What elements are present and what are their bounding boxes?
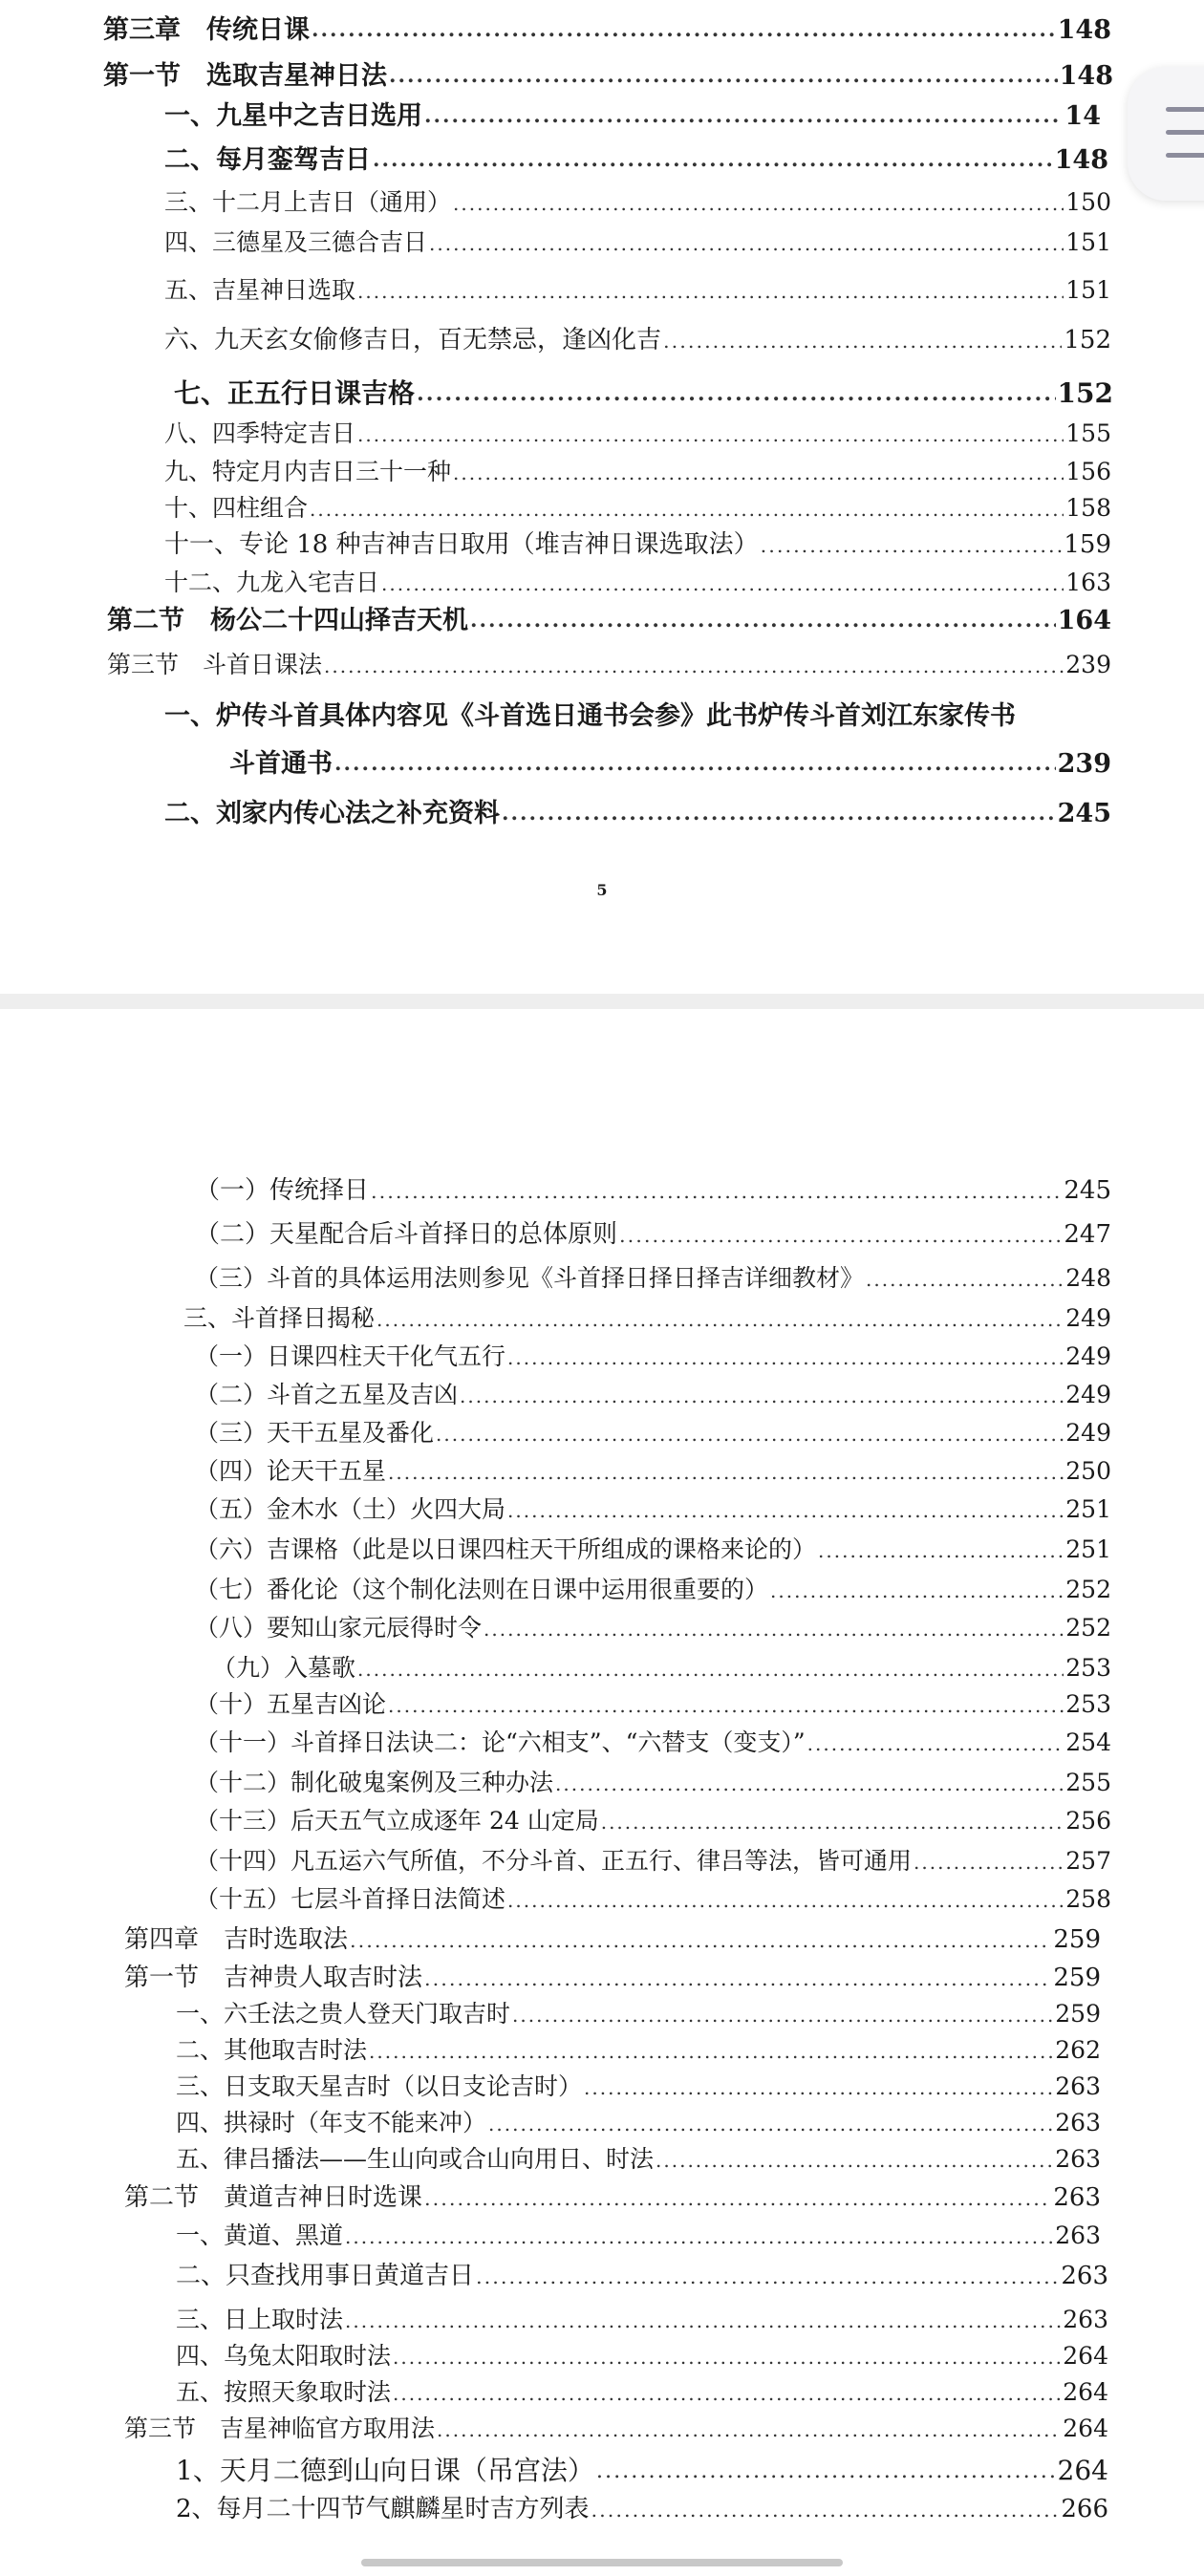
- toc-entry: [195, 1691, 1111, 1719]
- menu-button[interactable]: [1128, 67, 1204, 201]
- toc-entry-title: 五、吉星神日选取: [164, 276, 356, 304]
- toc-entry-title: 十二、九龙入宅吉日: [164, 569, 380, 596]
- toc-entry: [164, 799, 1111, 828]
- toc-entry-title: （十四）凡五运六气所值，不分斗首、正五行、律吕等法，皆可通用: [195, 1847, 913, 1875]
- toc-dot-leader: [324, 655, 1064, 679]
- toc-entry-title: （一）日课四柱天干化气五行: [195, 1342, 506, 1370]
- toc-dot-leader: [357, 1659, 1064, 1683]
- toc-entry: [176, 2110, 1101, 2137]
- toc-dot-leader: [345, 2226, 1053, 2250]
- toc-entry-page: 152: [1057, 377, 1113, 409]
- toc-entry-page: 155: [1065, 419, 1111, 447]
- toc-entry: [176, 2379, 1108, 2407]
- toc-entry-page: 152: [1064, 326, 1111, 354]
- toc-entry-title: 1、天月二德到山向日课（吊宫法）: [176, 2455, 594, 2486]
- toc-entry: [195, 1496, 1111, 1524]
- toc-dot-leader: [376, 1309, 1064, 1333]
- toc-entry: [164, 569, 1111, 597]
- toc-dot-leader: [417, 382, 1056, 409]
- toc-dot-leader: [345, 2310, 1061, 2334]
- toc-entry: [176, 2073, 1101, 2101]
- toc-entry-title: （十三）后天五气立成逐年 24 山定局: [195, 1807, 599, 1835]
- document-page-1: [0, 0, 1204, 994]
- toc-entry-page: 239: [1057, 749, 1111, 779]
- toc-entry-page: 148: [1057, 15, 1111, 45]
- toc-dot-leader: [507, 1890, 1064, 1914]
- toc-entry-title: 三、斗首择日揭秘: [183, 1304, 376, 1332]
- toc-entry: [164, 420, 1111, 448]
- toc-entry-page: 251: [1065, 1535, 1111, 1563]
- page-gap: [0, 994, 1204, 1009]
- toc-dot-leader: [818, 1540, 1064, 1564]
- toc-entry-page: 248: [1065, 1264, 1111, 1292]
- toc-dot-leader: [429, 233, 1064, 257]
- toc-dot-leader: [601, 1812, 1064, 1835]
- toc-entry: [124, 1926, 1101, 1955]
- toc-entry: [124, 1964, 1101, 1993]
- toc-entry: [212, 1655, 1111, 1683]
- toc-dot-leader: [555, 1773, 1064, 1797]
- toc-entry: [195, 1886, 1111, 1914]
- toc-entry: [195, 1615, 1111, 1642]
- toc-entry: [176, 2343, 1108, 2371]
- toc-entry-title: 第一节 选取吉星神日法: [103, 61, 387, 91]
- toc-dot-leader: [357, 424, 1064, 448]
- page-number: 5: [596, 881, 608, 899]
- toc-entry: [164, 229, 1111, 257]
- toc-entry-title: 十、四柱组合: [164, 494, 309, 522]
- toc-dot-leader: [512, 2005, 1053, 2029]
- toc-dot-leader: [507, 1347, 1064, 1371]
- toc-entry: [164, 189, 1111, 217]
- toc-entry-page: 263: [1061, 2262, 1108, 2290]
- toc-dot-leader: [453, 193, 1064, 217]
- toc-dot-leader: [310, 499, 1064, 523]
- toc-entry-title: 五、律吕播法——生山向或合山向用日、时法: [176, 2145, 655, 2173]
- toc-entry-page: 266: [1061, 2495, 1108, 2523]
- toc-entry-page: 262: [1055, 2036, 1101, 2064]
- toc-entry-page: 264: [1063, 2342, 1108, 2370]
- toc-dot-leader: [453, 462, 1064, 486]
- toc-dot-leader: [389, 65, 1058, 91]
- toc-dot-leader: [393, 2347, 1061, 2371]
- toc-entry: [183, 1305, 1111, 1333]
- toc-entry-title: （五）金木水（土）火四大局: [195, 1495, 506, 1523]
- toc-dot-leader: [770, 1580, 1064, 1604]
- toc-entry-title: 一、炉传斗首具体内容见《斗首选日通书会参》此书炉传斗首刘江东家传书: [164, 701, 1016, 731]
- toc-dot-leader: [484, 1619, 1064, 1642]
- toc-entry: [195, 1729, 1111, 1757]
- toc-entry-title: （四）论天干五星: [195, 1457, 387, 1485]
- toc-dot-leader: [424, 2188, 1051, 2213]
- toc-entry-title: 第三章 传统日课: [103, 15, 310, 45]
- toc-entry-page: 264: [1063, 2415, 1108, 2442]
- toc-entry: [195, 1770, 1111, 1797]
- toc-entry: [176, 2307, 1108, 2334]
- toc-entry-page: 263: [1055, 2072, 1101, 2100]
- toc-entry-title: 五、按照天象取时法: [176, 2378, 392, 2406]
- toc-dot-leader: [866, 1269, 1064, 1293]
- toc-entry: [176, 2222, 1101, 2250]
- toc-entry: [164, 327, 1111, 355]
- toc-entry: [195, 1808, 1111, 1835]
- toc-entry: [164, 145, 1108, 175]
- toc-dot-leader: [656, 2150, 1053, 2174]
- toc-entry-title: 二、其他取吉时法: [176, 2036, 368, 2064]
- toc-dot-leader: [350, 1930, 1051, 1955]
- toc-entry-title: （十一）斗首择日法诀二：论“六相支”、“六替支（变支）”: [195, 1728, 806, 1756]
- toc-entry-page: 264: [1063, 2378, 1108, 2406]
- toc-entry: [195, 1382, 1111, 1409]
- toc-entry: [195, 1458, 1111, 1486]
- toc-entry-page: 148: [1059, 61, 1113, 91]
- toc-entry: [195, 1536, 1111, 1564]
- toc-entry: [176, 2496, 1108, 2524]
- toc-entry: [176, 2456, 1108, 2486]
- toc-dot-leader: [591, 2500, 1060, 2524]
- toc-entry-page: 150: [1065, 188, 1111, 216]
- toc-entry: [164, 101, 1101, 131]
- toc-entry-title: 一、六壬法之贵人登天门取吉时: [176, 2000, 511, 2028]
- toc-dot-leader: [584, 2077, 1053, 2101]
- toc-entry-page: 156: [1065, 458, 1111, 485]
- toc-entry-page: 264: [1057, 2455, 1108, 2486]
- toc-entry-title: 九、特定月内吉日三十一种: [164, 458, 452, 485]
- toc-entry: [176, 2146, 1101, 2174]
- toc-entry: [164, 531, 1111, 560]
- toc-entry-title: 四、拱禄时（年支不能来冲）: [176, 2109, 487, 2136]
- toc-entry-page: 151: [1065, 276, 1111, 304]
- toc-entry-page: 263: [1053, 2183, 1101, 2212]
- toc-entry-page: 252: [1065, 1614, 1111, 1642]
- toc-entry-page: 263: [1055, 2222, 1101, 2249]
- toc-dot-leader: [507, 1500, 1064, 1524]
- toc-entry: [195, 1221, 1111, 1250]
- toc-dot-leader: [761, 535, 1063, 560]
- toc-dot-leader: [619, 1225, 1062, 1250]
- toc-entry-title: 第三节 斗首日课法: [107, 651, 323, 678]
- toc-entry-title: 七、正五行日课吉格: [174, 377, 416, 409]
- toc-entry-title: （三）斗首的具体运用法则参见《斗首择日择日择吉详细教材》: [195, 1264, 865, 1292]
- toc-dot-leader: [334, 753, 1056, 779]
- toc-entry-page: 151: [1065, 228, 1111, 256]
- toc-dot-leader: [369, 2041, 1053, 2065]
- toc-entry-title: （十五）七层斗首择日法简述: [195, 1885, 506, 1913]
- toc-entry-page: 256: [1065, 1807, 1111, 1835]
- toc-entry-page: 249: [1065, 1304, 1111, 1332]
- toc-dot-leader: [371, 1181, 1062, 1206]
- toc-entry-title: （七）番化论（这个制化法则在日课中运用很重要的）: [195, 1576, 769, 1603]
- toc-entry-page: 259: [1053, 1964, 1101, 1992]
- toc-entry-page: 259: [1053, 1925, 1101, 1954]
- toc-entry: [195, 1848, 1111, 1876]
- toc-dot-leader: [470, 610, 1056, 635]
- toc-dot-leader: [502, 803, 1056, 828]
- toc-entry-title: （六）吉课格（此是以日课四柱天干所组成的课格来论的）: [195, 1535, 817, 1563]
- toc-entry: [103, 61, 1113, 91]
- toc-entry-page: 163: [1065, 569, 1111, 596]
- toc-entry-page: 263: [1055, 2109, 1101, 2136]
- toc-dot-leader: [357, 281, 1064, 305]
- toc-entry: [176, 2263, 1108, 2291]
- toc-entry-title: 二、每月銮驾吉日: [164, 145, 371, 175]
- toc-entry-title: 第二节 黄道吉神日时选课: [124, 2183, 423, 2212]
- toc-entry-title: 三、日上取时法: [176, 2306, 344, 2333]
- toc-entry-title: （二）斗首之五星及吉凶: [195, 1381, 459, 1408]
- toc-dot-leader: [388, 1462, 1064, 1486]
- toc-entry-title: 第一节 吉神贵人取吉时法: [124, 1964, 423, 1992]
- toc-entry-title: （三）天干五星及番化: [195, 1419, 435, 1447]
- toc-dot-leader: [381, 573, 1064, 597]
- toc-entry-title: 第四章 吉时选取法: [124, 1925, 349, 1954]
- toc-entry-page: 251: [1065, 1495, 1111, 1523]
- toc-entry-page: 249: [1065, 1419, 1111, 1447]
- toc-entry-title: 第二节 杨公二十四山择吉天机: [107, 606, 468, 635]
- toc-dot-leader: [807, 1733, 1064, 1757]
- toc-dot-leader: [373, 149, 1053, 175]
- toc-dot-leader: [312, 19, 1056, 45]
- toc-entry: [124, 2184, 1101, 2213]
- toc-entry-title: 二、刘家内传心法之补充资料: [164, 799, 500, 828]
- toc-dot-leader: [393, 2383, 1061, 2407]
- toc-entry-title: （一）传统择日: [195, 1176, 370, 1205]
- toc-dot-leader: [437, 2419, 1061, 2443]
- toc-entry: [176, 2001, 1101, 2029]
- toc-dot-leader: [488, 2114, 1053, 2137]
- toc-dot-leader: [388, 1695, 1064, 1719]
- toc-entry-page: 263: [1055, 2145, 1101, 2173]
- toc-entry-title: 六、九天玄女偷修吉日，百无禁忌，逢凶化吉: [164, 326, 662, 354]
- toc-entry-page: 249: [1065, 1381, 1111, 1408]
- document-page-2: [0, 1009, 1204, 2576]
- toc-entry-page: 253: [1065, 1690, 1111, 1718]
- toc-entry-page: 254: [1065, 1728, 1111, 1756]
- toc-entry-page: 159: [1064, 530, 1111, 559]
- toc-entry-title: 三、日支取天星吉时（以日支论吉时）: [176, 2072, 583, 2100]
- toc-entry-title: （十）五星吉凶论: [195, 1690, 387, 1718]
- toc-entry: [103, 15, 1111, 45]
- toc-entry: [195, 1265, 1111, 1293]
- toc-entry-title: 2、每月二十四节气麒麟星时吉方列表: [176, 2495, 590, 2523]
- toc-entry: [107, 606, 1111, 635]
- toc-entry-page: 249: [1065, 1342, 1111, 1370]
- toc-entry-title: 二、只查找用事日黄道吉日: [176, 2262, 475, 2290]
- toc-entry-title: 一、黄道、黑道: [176, 2222, 344, 2249]
- toc-entry-page: 252: [1065, 1576, 1111, 1603]
- toc-dot-leader: [424, 105, 1063, 131]
- toc-dot-leader: [436, 1424, 1064, 1448]
- toc-entry: [195, 1177, 1111, 1206]
- toc-dot-leader: [476, 2266, 1059, 2291]
- toc-entry-page: 245: [1057, 799, 1111, 828]
- toc-entry-page: 158: [1065, 494, 1111, 522]
- toc-entry-title: （八）要知山家元辰得时令: [195, 1614, 483, 1642]
- toc-entry-page: 148: [1054, 145, 1108, 175]
- toc-entry-page: 14: [1064, 101, 1101, 131]
- toc-entry-page: 258: [1065, 1885, 1111, 1913]
- toc-entry-page: 164: [1057, 606, 1111, 635]
- toc-entry: [229, 749, 1111, 779]
- toc-dot-leader: [596, 2459, 1056, 2486]
- toc-entry: [164, 701, 1111, 731]
- toc-entry: [174, 378, 1113, 409]
- toc-entry-title: 八、四季特定吉日: [164, 419, 356, 447]
- toc-entry-title: （十二）制化破鬼案例及三种办法: [195, 1769, 554, 1796]
- toc-entry: [176, 2037, 1101, 2065]
- toc-entry-page: 250: [1065, 1457, 1111, 1485]
- toc-entry-title: 第三节 吉星神临官方取用法: [124, 2415, 436, 2442]
- toc-entry-page: 239: [1065, 651, 1111, 678]
- toc-entry: [195, 1577, 1111, 1604]
- toc-entry-page: 263: [1063, 2306, 1108, 2333]
- toc-entry: [124, 2415, 1108, 2443]
- toc-entry: [164, 459, 1111, 486]
- toc-entry-page: 257: [1065, 1847, 1111, 1875]
- toc-entry-title: （二）天星配合后斗首择日的总体原则: [195, 1220, 618, 1249]
- toc-entry: [164, 277, 1111, 305]
- toc-entry: [164, 495, 1111, 523]
- toc-entry-page: 255: [1065, 1769, 1111, 1796]
- toc-entry-title: 四、乌兔太阳取时法: [176, 2342, 392, 2370]
- toc-entry-title: 斗首通书: [229, 749, 333, 779]
- home-indicator[interactable]: [361, 2559, 843, 2566]
- toc-entry-title: （九）入墓歌: [212, 1654, 356, 1682]
- toc-entry-title: 四、三德星及三德合吉日: [164, 228, 428, 256]
- toc-entry-title: 三、十二月上吉日（通用）: [164, 188, 452, 216]
- toc-dot-leader: [424, 1968, 1051, 1993]
- toc-entry-page: 245: [1064, 1176, 1111, 1205]
- toc-entry-page: 253: [1065, 1654, 1111, 1682]
- toc-dot-leader: [914, 1852, 1064, 1876]
- toc-entry: [195, 1420, 1111, 1448]
- toc-dot-leader: [460, 1385, 1064, 1409]
- toc-entry-title: 十一、专论 18 种吉神吉日取用（堆吉神日课选取法）: [164, 530, 759, 559]
- toc-entry: [107, 652, 1111, 679]
- toc-entry: [195, 1343, 1111, 1371]
- toc-entry-page: 259: [1055, 2000, 1101, 2028]
- toc-entry-page: 247: [1064, 1220, 1111, 1249]
- toc-entry-title: 一、九星中之吉日选用: [164, 101, 422, 131]
- toc-dot-leader: [663, 331, 1062, 355]
